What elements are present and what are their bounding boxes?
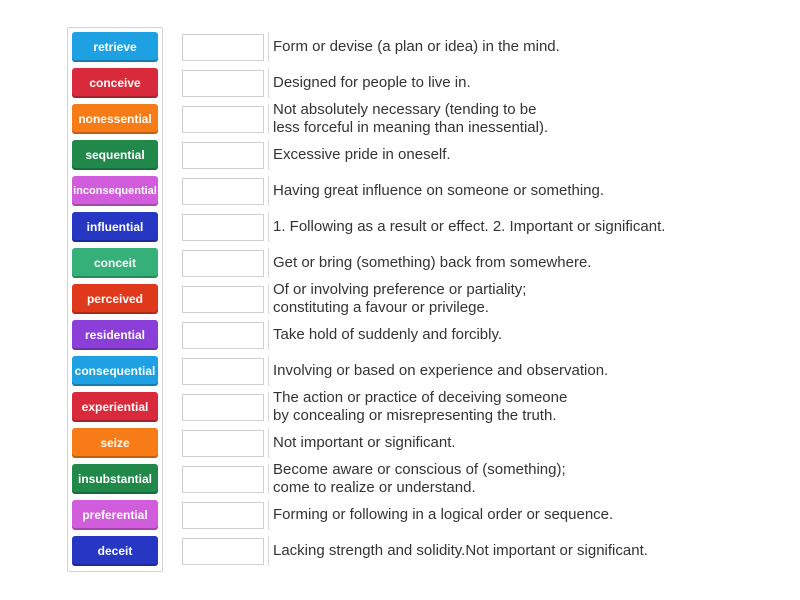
word-tile-consequential[interactable]: consequential bbox=[72, 356, 158, 386]
definition-line: come to realize or understand. bbox=[273, 479, 476, 496]
row-divider bbox=[268, 140, 269, 170]
definition-text bbox=[273, 101, 778, 137]
definition-text bbox=[273, 389, 778, 425]
definition-text bbox=[273, 461, 778, 497]
drop-zone[interactable] bbox=[182, 142, 264, 169]
row-divider bbox=[268, 176, 269, 206]
definition-line: by concealing or misrepresenting the truth. bbox=[273, 407, 557, 424]
drop-zone[interactable] bbox=[182, 70, 264, 97]
definition-line: Designed for people to live in. bbox=[273, 74, 471, 91]
word-tile-seize[interactable]: seize bbox=[72, 428, 158, 458]
drop-zone[interactable] bbox=[182, 250, 264, 277]
word-tile-preferential[interactable]: preferential bbox=[72, 500, 158, 530]
definition-line: Excessive pride in oneself. bbox=[273, 146, 451, 163]
row-divider bbox=[268, 464, 269, 494]
definition-text bbox=[273, 182, 778, 200]
definition-text bbox=[273, 506, 778, 524]
definition-line: Become aware or conscious of (something); bbox=[273, 461, 566, 478]
definition-text bbox=[273, 38, 778, 56]
definition-line: Take hold of suddenly and forcibly. bbox=[273, 326, 503, 343]
row-divider bbox=[268, 32, 269, 62]
drop-zone[interactable] bbox=[182, 34, 264, 61]
definition-line: Involving or based on experience and observation. bbox=[273, 362, 609, 379]
definition-text bbox=[273, 362, 778, 380]
definition-text bbox=[273, 434, 778, 452]
row-divider bbox=[268, 356, 269, 386]
drop-zone[interactable] bbox=[182, 358, 264, 385]
drop-zone[interactable] bbox=[182, 214, 264, 241]
row-divider bbox=[268, 68, 269, 98]
word-tile-experiential[interactable]: experiential bbox=[72, 392, 158, 422]
definition-text bbox=[273, 218, 778, 236]
row-divider bbox=[268, 428, 269, 458]
definition-text bbox=[273, 542, 778, 560]
definition-text bbox=[273, 254, 778, 272]
row-divider bbox=[268, 500, 269, 530]
word-tile-deceit[interactable]: deceit bbox=[72, 536, 158, 566]
definition-line: constituting a favour or privilege. bbox=[273, 299, 489, 316]
definition-text bbox=[273, 146, 778, 164]
definition-line: Forming or following in a logical order or sequence. bbox=[273, 506, 614, 523]
drop-zone[interactable] bbox=[182, 430, 264, 457]
definition-line: Lacking strength and solidity.Not important or significant. bbox=[273, 542, 648, 559]
word-tile-inconsequential[interactable]: inconsequential bbox=[72, 176, 158, 206]
definition-line: less forceful in meaning than inessential). bbox=[273, 119, 549, 136]
definition-line: Not important or significant. bbox=[273, 434, 456, 451]
word-tile-conceit[interactable]: conceit bbox=[72, 248, 158, 278]
word-tile-nonessential[interactable]: nonessential bbox=[72, 104, 158, 134]
word-tile-perceived[interactable]: perceived bbox=[72, 284, 158, 314]
word-tile-influential[interactable]: influential bbox=[72, 212, 158, 242]
word-tile-residential[interactable]: residential bbox=[72, 320, 158, 350]
row-divider bbox=[268, 320, 269, 350]
drop-zone[interactable] bbox=[182, 286, 264, 313]
definition-line: Form or devise (a plan or idea) in the mind. bbox=[273, 38, 560, 55]
drop-zone[interactable] bbox=[182, 466, 264, 493]
word-tile-retrieve[interactable]: retrieve bbox=[72, 32, 158, 62]
definition-line: Not absolutely necessary (tending to be bbox=[273, 101, 537, 118]
definition-line: Of or involving preference or partiality; bbox=[273, 281, 527, 298]
definition-text bbox=[273, 74, 778, 92]
word-tile-sequential[interactable]: sequential bbox=[72, 140, 158, 170]
row-divider bbox=[268, 248, 269, 278]
drop-zone[interactable] bbox=[182, 502, 264, 529]
row-divider bbox=[268, 284, 269, 314]
drop-zone[interactable] bbox=[182, 538, 264, 565]
definition-line: Having great influence on someone or something. bbox=[273, 182, 605, 199]
drop-zone[interactable] bbox=[182, 106, 264, 133]
definition-text bbox=[273, 326, 778, 344]
drop-zone[interactable] bbox=[182, 394, 264, 421]
row-divider bbox=[268, 392, 269, 422]
drop-zone[interactable] bbox=[182, 178, 264, 205]
row-divider bbox=[268, 104, 269, 134]
word-tile-conceive[interactable]: conceive bbox=[72, 68, 158, 98]
drop-zone[interactable] bbox=[182, 322, 264, 349]
word-bank-panel bbox=[67, 27, 163, 572]
definition-text bbox=[273, 281, 778, 317]
row-divider bbox=[268, 536, 269, 566]
definition-line: 1. Following as a result or effect. 2. Important or significant. bbox=[273, 218, 666, 235]
definition-line: The action or practice of deceiving someone bbox=[273, 389, 568, 406]
row-divider bbox=[268, 212, 269, 242]
definition-line: Get or bring (something) back from somewhere. bbox=[273, 254, 592, 271]
word-tile-insubstantial[interactable]: insubstantial bbox=[72, 464, 158, 494]
